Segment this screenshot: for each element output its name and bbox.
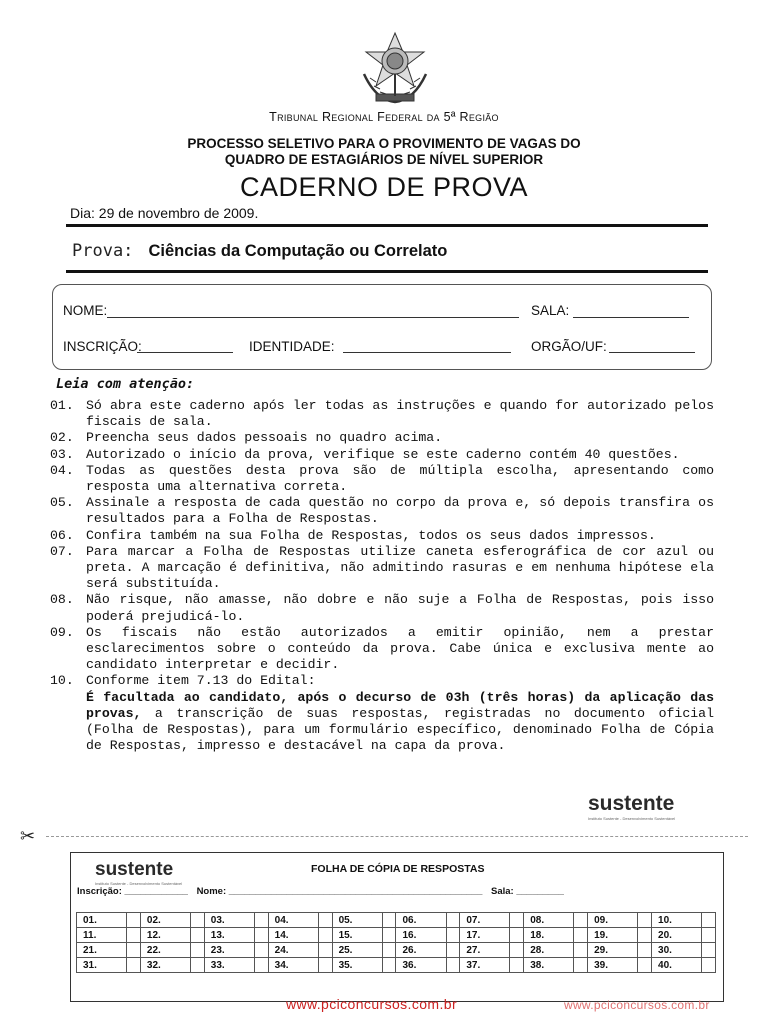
answer-number: 07. <box>460 913 510 928</box>
answer-box[interactable] <box>574 958 588 973</box>
answer-number: 27. <box>460 943 510 958</box>
answer-number: 35. <box>332 958 382 973</box>
answer-number: 19. <box>588 928 638 943</box>
answer-box[interactable] <box>254 928 268 943</box>
sheet-nome-field[interactable]: Nome: ________________________________________________ <box>196 886 483 897</box>
document-title: CADERNO DE PROVA <box>239 172 529 202</box>
nome-field[interactable] <box>107 317 519 318</box>
answer-box[interactable] <box>382 928 396 943</box>
answer-box[interactable] <box>318 958 332 973</box>
answer-number: 04. <box>268 913 318 928</box>
answer-box[interactable] <box>702 913 716 928</box>
sala-label: SALA: <box>531 303 570 318</box>
sheet-title: FOLHA DE CÓPIA DE RESPOSTAS <box>311 863 485 875</box>
instruction-item: 09. Os fiscais não estão autorizados a emitir opinião, nem a prestar esclarecimentos sobre o conteúdo da prova. Cabe única e exclusiva mente ao candidato interpretar e decidir. <box>50 624 722 673</box>
answer-number: 33. <box>204 958 254 973</box>
answer-grid-row <box>77 958 716 973</box>
answer-number: 16. <box>396 928 446 943</box>
answer-number: 29. <box>588 943 638 958</box>
answer-box[interactable] <box>127 943 141 958</box>
answer-number: 12. <box>140 928 190 943</box>
answer-box[interactable] <box>254 943 268 958</box>
instruction-item-10-detail <box>50 689 722 755</box>
sheet-sala-field[interactable]: Sala: _________ <box>491 886 564 897</box>
answer-number: 32. <box>140 958 190 973</box>
answer-box[interactable] <box>254 958 268 973</box>
answer-number: 24. <box>268 943 318 958</box>
answer-box[interactable] <box>382 913 396 928</box>
instruction-item: 10. Conforme item 7.13 do Edital: <box>50 673 316 689</box>
answer-number: 31. <box>77 958 127 973</box>
answer-number: 01. <box>77 913 127 928</box>
instructions-heading: Leia com atenção: <box>56 376 195 392</box>
answer-box[interactable] <box>190 958 204 973</box>
sheet-logo-tagline: Instituto Sustente - Desenvolvimento Sustentável <box>95 881 183 886</box>
answer-box[interactable] <box>190 928 204 943</box>
process-line-1: PROCESSO SELETIVO PARA O PROVIMENTO DE VAGAS DO <box>187 136 581 151</box>
identidade-field[interactable] <box>343 352 511 353</box>
instruction-item: 08. Não risque, não amasse, não dobre e não suje a Folha de Respostas, pois isso poderá prejudicá-lo. <box>50 592 722 624</box>
instruction-item: 05. Assinale a resposta de cada questão no corpo da prova e, só depois transfira os resultados para a Folha de Respostas. <box>50 495 722 527</box>
instruction-item: 02. Preencha seus dados pessoais no quadro acima. <box>50 430 443 446</box>
answer-number: 14. <box>268 928 318 943</box>
sustente-logo-text: sustente <box>588 792 675 815</box>
identidade-label: IDENTIDADE: <box>249 339 335 354</box>
answer-grid-row <box>77 943 716 958</box>
answer-number: 20. <box>652 928 702 943</box>
answer-box[interactable] <box>702 958 716 973</box>
answer-number: 02. <box>140 913 190 928</box>
answer-box[interactable] <box>127 913 141 928</box>
sheet-fields <box>77 886 564 897</box>
answer-number: 17. <box>460 928 510 943</box>
answer-box[interactable] <box>190 913 204 928</box>
answer-box[interactable] <box>446 928 460 943</box>
candidate-info-box <box>52 284 712 370</box>
answer-box[interactable] <box>638 928 652 943</box>
footer-url-secondary[interactable]: www.pciconcursos.com.br <box>564 998 710 1012</box>
instruction-item: 03. Autorizado o início da prova, verifique se este caderno contém 40 questões. <box>50 446 680 462</box>
nome-label: NOME: <box>63 303 108 318</box>
answer-number: 34. <box>268 958 318 973</box>
answer-box[interactable] <box>574 928 588 943</box>
orgao-label: ORGÃO/UF: <box>531 339 607 354</box>
answer-box[interactable] <box>446 943 460 958</box>
process-title <box>0 136 768 168</box>
instruction-item: 06. Confira também na sua Folha de Respostas, todos os seus dados impressos. <box>50 527 656 543</box>
inscricao-field[interactable] <box>137 352 233 353</box>
answer-number: 25. <box>332 943 382 958</box>
answer-number: 13. <box>204 928 254 943</box>
sheet-logo <box>95 859 205 886</box>
coat-of-arms-icon <box>356 30 434 108</box>
answer-box[interactable] <box>318 913 332 928</box>
answer-number: 23. <box>204 943 254 958</box>
inscricao-label: INSCRIÇÃO: <box>63 339 142 354</box>
answer-box[interactable] <box>702 928 716 943</box>
exam-subject-line <box>72 240 447 261</box>
sustente-logo-tagline: Instituto Sustente - Desenvolvimento Sustentável <box>588 816 676 821</box>
item10-rest: a transcrição de suas respostas, registradas no documento oficial (Folha de Respostas), para um formulário específico, denominado Folha de Cópia de Respostas, impresso e destacável na capa da prova. <box>86 705 722 754</box>
answer-box[interactable] <box>382 958 396 973</box>
instruction-item: 01. Só abra este caderno após ler todas as instruções e quando for autorizado pelos fiscais de sala. <box>50 398 722 430</box>
answer-grid-row <box>77 928 716 943</box>
answer-grid-row <box>77 913 716 928</box>
answer-number: 40. <box>652 958 702 973</box>
answer-box[interactable] <box>638 913 652 928</box>
answer-box[interactable] <box>574 913 588 928</box>
answer-number: 10. <box>652 913 702 928</box>
answer-box[interactable] <box>318 928 332 943</box>
answer-number: 39. <box>588 958 638 973</box>
answer-box[interactable] <box>446 913 460 928</box>
sala-field[interactable] <box>573 317 689 318</box>
answer-box[interactable] <box>702 943 716 958</box>
answer-number: 21. <box>77 943 127 958</box>
answer-number: 36. <box>396 958 446 973</box>
answer-number: 26. <box>396 943 446 958</box>
answer-box[interactable] <box>638 943 652 958</box>
instruction-item: 07. Para marcar a Folha de Respostas utilize caneta esferográfica de cor azul ou preta. A marcação é definitiva, não admitindo rasuras e em nenhuma hipótese ela será substituída. <box>50 543 722 592</box>
item10-bold: É facultada ao candidato, após o decurso de 03h (três horas) da aplicação das provas, <box>86 689 722 721</box>
institution-name: Tribunal Regional Federal da 5ª Região <box>269 110 499 124</box>
exam-label: Prova: <box>72 241 134 261</box>
answer-number: 03. <box>204 913 254 928</box>
answer-number: 08. <box>524 913 574 928</box>
answer-number: 38. <box>524 958 574 973</box>
answer-number: 22. <box>140 943 190 958</box>
answer-box[interactable] <box>127 928 141 943</box>
answer-number: 05. <box>332 913 382 928</box>
answer-box[interactable] <box>510 928 524 943</box>
answer-number: 06. <box>396 913 446 928</box>
answer-number: 30. <box>652 943 702 958</box>
answer-box[interactable] <box>446 958 460 973</box>
sustente-logo <box>588 792 704 821</box>
instruction-item: 04. Todas as questões desta prova são de múltipla escolha, apresentando como resposta uma alternativa correta. <box>50 462 722 495</box>
footer-url[interactable]: www.pciconcursos.com.br <box>286 996 458 1012</box>
answer-box[interactable] <box>382 943 396 958</box>
answer-grid <box>76 912 716 973</box>
answer-number: 18. <box>524 928 574 943</box>
answer-box[interactable] <box>574 943 588 958</box>
sheet-logo-text: sustente <box>95 859 174 880</box>
sheet-inscricao-field[interactable]: Inscrição: ____________ <box>77 886 188 897</box>
answer-number: 37. <box>460 958 510 973</box>
answer-box[interactable] <box>127 958 141 973</box>
answer-box[interactable] <box>510 943 524 958</box>
answer-number: 09. <box>588 913 638 928</box>
answer-box[interactable] <box>638 958 652 973</box>
answer-box[interactable] <box>510 913 524 928</box>
exam-subject: Ciências da Computação ou Correlato <box>148 242 448 260</box>
instructions-list <box>50 398 722 754</box>
exam-date: Dia: 29 de novembro de 2009. <box>70 205 259 221</box>
divider-bottom <box>66 270 708 273</box>
orgao-field[interactable] <box>609 352 695 353</box>
answer-box[interactable] <box>254 913 268 928</box>
scissors-icon: ✂ <box>20 826 36 846</box>
answer-box[interactable] <box>318 943 332 958</box>
answer-number: 15. <box>332 928 382 943</box>
answer-box[interactable] <box>510 958 524 973</box>
cut-line <box>46 836 748 837</box>
answer-box[interactable] <box>190 943 204 958</box>
process-line-2: QUADRO DE ESTAGIÁRIOS DE NÍVEL SUPERIOR <box>224 152 544 167</box>
answer-number: 11. <box>77 928 127 943</box>
answer-number: 28. <box>524 943 574 958</box>
divider-top <box>66 224 708 227</box>
